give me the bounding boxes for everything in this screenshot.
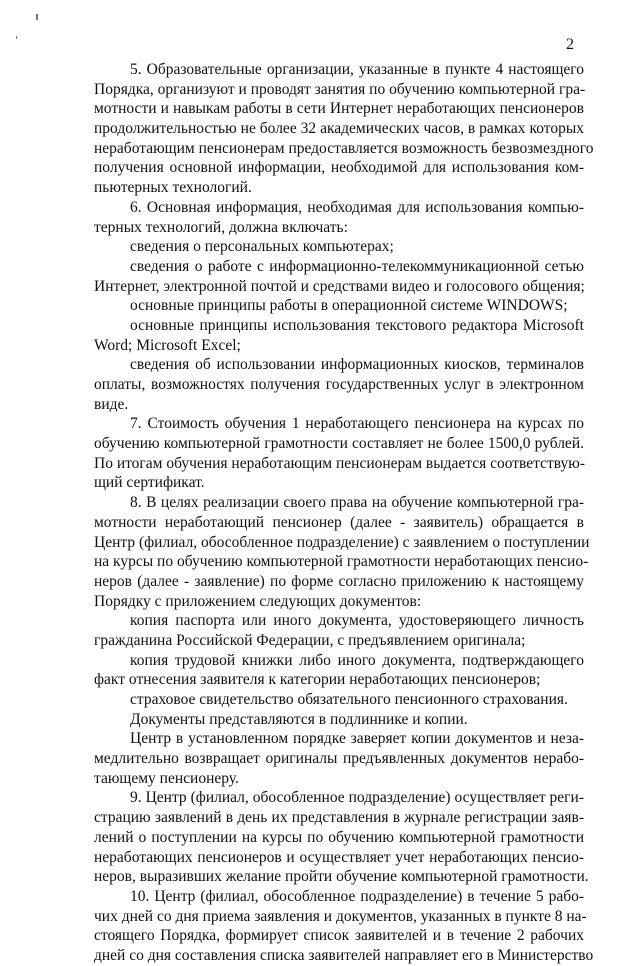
text-line: дней со дня составления списка заявителей направляет его в Министерство xyxy=(94,946,594,964)
text-line: сведения об использовании информационных киосков, терминалов xyxy=(130,356,584,374)
text-line: 5. Образовательные организации, указанные в пункте 4 настоящего xyxy=(130,61,584,78)
text-line: 8. В целях реализации своего права на обучение компьютерной гра- xyxy=(130,494,584,512)
text-line: на курсы по обучению компьютерной грамотности неработающих пенсио- xyxy=(94,553,589,571)
text-line: 9. Центр (филиал, обособленное подразделение) осуществляет реги- xyxy=(130,789,584,807)
scan-artifact-mark xyxy=(36,14,38,20)
text-line: 6. Основная информация, необходимая для использования компью- xyxy=(130,198,584,216)
scan-artifact-mark xyxy=(16,36,17,39)
text-line: неработающим пенсионерам предоставляется возможность безвозмездного xyxy=(94,139,594,157)
text-line: терных технологий, должна включать: xyxy=(94,218,348,236)
page-number: 2 xyxy=(566,36,574,53)
text-line: Порядку с приложением следующих документов: xyxy=(94,592,422,610)
text-line: страховое свидетельство обязательного пенсионного страхования. xyxy=(130,691,568,708)
text-line: сведения о работе с информационно-телекоммуникационной сетью xyxy=(130,257,584,275)
document-body xyxy=(94,60,594,966)
text-line: продолжительностью не более 32 академических часов, в рамках которых xyxy=(94,120,584,138)
text-line: Порядка, организуют и проводят занятия по обучению компьютерной гра- xyxy=(94,80,586,98)
text-line: Интернет, электронной почтой и средствами видео и голосового общения; xyxy=(94,277,585,295)
text-line: Центр (филиал, обособленное подразделение) с заявлением о поступлении xyxy=(94,533,590,551)
text-line: неработающих пенсионеров и осуществляет учет неработающих пенсио- xyxy=(94,848,584,866)
text-line: основные принципы работы в операционной системе WINDOWS; xyxy=(130,297,568,315)
text-line: обучению компьютерной грамотности составляет не более 1500,0 рублей. xyxy=(94,435,584,453)
text-line: 7. Стоимость обучения 1 неработающего пенсионера на курсах по xyxy=(130,415,584,433)
text-line: виде. xyxy=(94,395,129,413)
text-line: оплаты, возможностях получения государственных услуг в электронном xyxy=(94,376,584,393)
text-line: факт отнесения заявителя к категории неработающих пенсионеров; xyxy=(94,671,541,689)
text-line: 10. Центр (филиал, обособленное подразделение) в течение 5 рабо- xyxy=(130,887,584,905)
text-line: Центр в установленном порядке заверяет копии документов и неза- xyxy=(130,730,584,748)
text-line: неров, выразивших желание пройти обучение компьютерной грамотности. xyxy=(94,868,589,886)
text-line: сведения о персональных компьютерах; xyxy=(130,238,394,256)
text-line: Word; Microsoft Excel; xyxy=(94,336,241,354)
text-line: мотности и навыкам работы в сети Интернет неработающих пенсионеров xyxy=(94,100,584,118)
text-line: щий сертификат. xyxy=(94,474,205,492)
text-line: страцию заявлений в день их представления в журнале регистрации заяв- xyxy=(94,809,584,827)
text-line: основные принципы использования текстового редактора Microsoft xyxy=(130,316,584,334)
text-line: пьютерных технологий. xyxy=(94,179,252,197)
text-line: чих дней со дня приема заявления и документов, указанных в пункте 8 на- xyxy=(94,907,587,925)
text-line: гражданина Российской Федерации, с предъявлением оригинала; xyxy=(94,631,526,649)
text-line: неров (далее - заявление) по форме согласно приложению к настоящему xyxy=(94,572,584,590)
text-line: мотности неработающий пенсионер (далее - заявитель) обращается в xyxy=(94,513,584,531)
text-line: копия трудовой книжки либо иного документа, подтверждающего xyxy=(130,651,584,669)
text-line: получения основной информации, необходимой для использования ком- xyxy=(94,159,584,177)
text-line: лений о поступлении на курсы по обучению компьютерной грамотности xyxy=(94,828,584,846)
text-line: По итогам обучения неработающим пенсионерам выдается соответствую- xyxy=(94,454,586,472)
text-line: стоящего Порядка, формирует список заявителей и в течение 2 рабочих xyxy=(94,927,584,945)
text-line: медлительно возвращает оригиналы предъявленных документов нерабо- xyxy=(94,750,584,768)
text-line: тающему пенсионеру. xyxy=(94,769,239,787)
text-line: Документы представляются в подлиннике и копии. xyxy=(130,710,468,728)
text-line: копия паспорта или иного документа, удостоверяющего личность xyxy=(130,612,584,630)
